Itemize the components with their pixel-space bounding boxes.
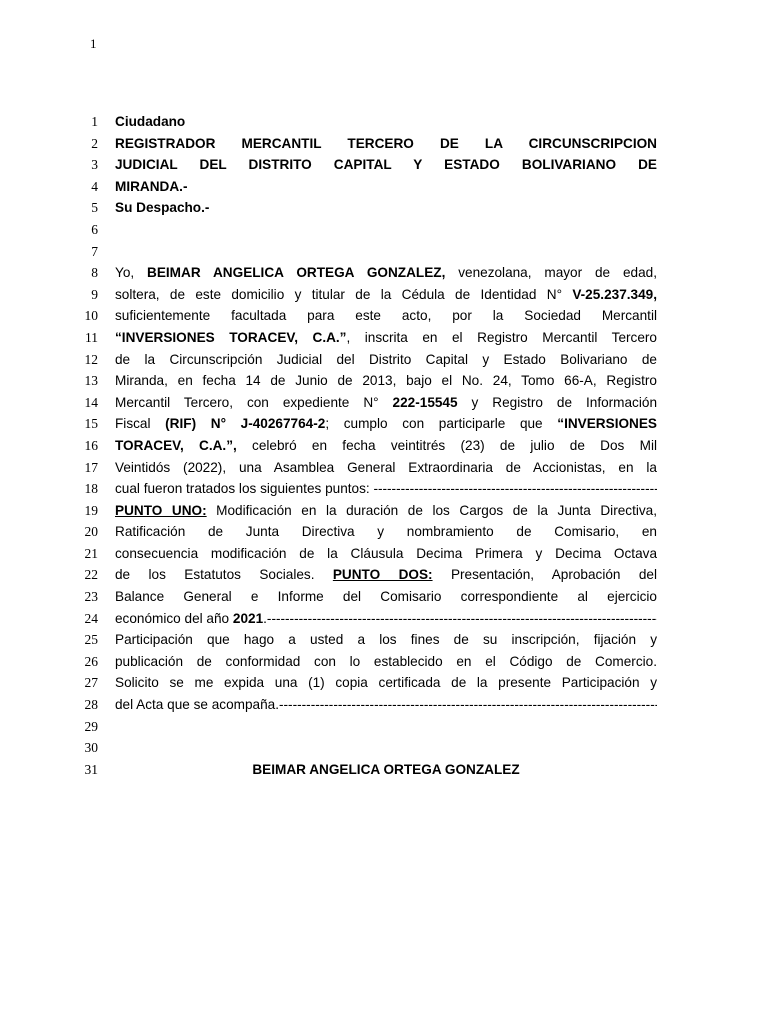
- line-number: 14: [84, 394, 98, 410]
- document-line: [0, 197, 768, 219]
- line-number: 25: [84, 632, 98, 648]
- document-line: [0, 349, 768, 371]
- text-run: , inscrita en el Registro Mercantil Tercero: [346, 329, 657, 345]
- line-text: [115, 327, 657, 349]
- text-run: Balance General e Informe del Comisario correspondiente al ejercicio: [115, 589, 657, 605]
- line-text: [115, 521, 657, 543]
- document-line: [0, 111, 768, 133]
- bold-text: TORACEV, C.A.”,: [115, 437, 237, 453]
- document-line: [0, 435, 768, 457]
- text-run: soltera, de este domicilio y titular de la Cédula de Identidad N°: [115, 286, 573, 302]
- line-number: 24: [84, 610, 98, 626]
- document-line: [0, 154, 768, 176]
- text-run: Fiscal: [115, 416, 166, 432]
- text-run: Yo,: [115, 265, 148, 281]
- line-text: [115, 586, 657, 608]
- line-number: 21: [84, 545, 98, 561]
- line-number: 20: [84, 524, 98, 540]
- document-line: [0, 478, 768, 500]
- document-line: [0, 133, 768, 155]
- line-text: [115, 543, 657, 565]
- line-text: [115, 133, 657, 155]
- text-run: celebró en fecha veintitrés (23) de julio de Dos Mil: [236, 437, 657, 453]
- text-run: suficientemente facultada para este acto, por la Sociedad Mercantil: [115, 308, 657, 324]
- text-run: Ratificación de Junta Directiva y nombramiento de Comisario, en: [115, 524, 657, 540]
- document-line: [0, 219, 768, 241]
- document-line: [0, 716, 768, 738]
- line-text: [115, 154, 657, 176]
- line-number: 30: [84, 740, 98, 756]
- document-line: [0, 457, 768, 479]
- document-line: [0, 737, 768, 759]
- bold-text: MIRANDA.-: [115, 178, 188, 194]
- bold-text: BEIMAR ANGELICA ORTEGA GONZALEZ,: [147, 265, 446, 281]
- line-number: 28: [84, 697, 98, 713]
- document-line: [0, 521, 768, 543]
- line-number: 27: [84, 675, 98, 691]
- document-body: [0, 111, 768, 780]
- bold-text: REGISTRADOR MERCANTIL TERCERO DE LA CIRCUNSCRIPCION: [115, 135, 657, 151]
- line-text: [115, 694, 657, 716]
- text-run: Miranda, en fecha 14 de Junio de 2013, bajo el No. 24, Tomo 66-A, Registro: [115, 373, 657, 389]
- page-number: 1: [90, 36, 97, 51]
- line-number: 16: [84, 437, 98, 453]
- line-text: [115, 176, 657, 198]
- text-run: de los Estatutos Sociales.: [115, 567, 333, 583]
- document-line: [0, 629, 768, 651]
- document-line: [0, 284, 768, 306]
- text-run: Solicito se me expida una (1) copia certificada de la presente Participación y: [115, 675, 657, 691]
- document-line: [0, 500, 768, 522]
- document-line: [0, 241, 768, 263]
- text-run: del Acta que se acompaña.: [115, 697, 279, 713]
- bold-text: PUNTO DOS:: [332, 567, 433, 583]
- line-number: 12: [84, 351, 98, 367]
- line-number: 29: [84, 718, 98, 734]
- document-line: [0, 305, 768, 327]
- line-number: 19: [84, 502, 98, 518]
- line-text: [115, 629, 657, 651]
- document-line: [0, 672, 768, 694]
- line-text: [115, 478, 657, 500]
- text-run: ; cumplo con participarle que: [325, 416, 558, 432]
- line-number: 22: [84, 567, 98, 583]
- line-text: [115, 457, 657, 479]
- line-number: 10: [84, 308, 98, 324]
- bold-text: 222-15545: [392, 394, 458, 410]
- line-number: 2: [91, 135, 98, 151]
- document-line: [0, 694, 768, 716]
- bold-text: BEIMAR ANGELICA ORTEGA GONZALEZ: [252, 761, 520, 777]
- text-run: Modificación en la duración de los Cargos de la Junta Directiva,: [206, 502, 657, 518]
- text-run: y Registro de Información: [457, 394, 657, 410]
- line-number: 13: [84, 373, 98, 389]
- line-text: [115, 392, 657, 414]
- line-number: 23: [84, 589, 98, 605]
- line-number: 5: [91, 200, 98, 216]
- bold-text: JUDICIAL DEL DISTRITO CAPITAL Y ESTADO BOLIVARIANO DE: [115, 157, 657, 173]
- line-text: [115, 435, 657, 457]
- line-number: 3: [91, 157, 98, 173]
- line-number: 8: [91, 265, 98, 281]
- text-run: Presentación, Aprobación del: [432, 567, 657, 583]
- bold-text: Su Despacho.-: [115, 200, 210, 216]
- bold-text: PUNTO UNO:: [115, 502, 207, 518]
- document-line: [0, 392, 768, 414]
- line-number: 6: [91, 221, 98, 237]
- text-run: Veintidós (2022), una Asamblea General Extraordinaria de Accionistas, en la: [115, 459, 657, 475]
- line-number: 4: [91, 178, 98, 194]
- line-text: [115, 759, 657, 781]
- document-line: [0, 759, 768, 781]
- bold-text: (RIF) N° J-40267764-2: [165, 416, 326, 432]
- line-number: 11: [85, 329, 98, 345]
- document-line: [0, 327, 768, 349]
- document-line: [0, 413, 768, 435]
- document-line: [0, 651, 768, 673]
- text-run: de la Circunscripción Judicial del Distrito Capital y Estado Bolivariano de: [115, 351, 657, 367]
- line-number: 7: [91, 243, 98, 259]
- document-line: [0, 586, 768, 608]
- bold-text: “INVERSIONES TORACEV, C.A.”: [115, 329, 347, 345]
- text-run: consecuencia modificación de la Cláusula Decima Primera y Decima Octava: [115, 545, 657, 561]
- line-text: [115, 651, 657, 673]
- line-number: 1: [91, 114, 98, 129]
- text-run: .: [263, 610, 267, 626]
- line-text: [115, 284, 657, 306]
- line-text: [115, 197, 657, 219]
- line-text: [115, 672, 657, 694]
- document-line: [0, 262, 768, 284]
- bold-text: “INVERSIONES: [557, 416, 657, 432]
- line-text: [115, 370, 657, 392]
- line-number: 26: [84, 653, 98, 669]
- line-text: [115, 349, 657, 371]
- line-text: [115, 500, 657, 522]
- document-line: [0, 543, 768, 565]
- text-run: publicación de conformidad con lo establecido en el Código de Comercio.: [115, 653, 657, 669]
- bold-text: V-25.237.349,: [572, 286, 657, 302]
- line-number: 9: [91, 286, 98, 302]
- line-text: [115, 564, 657, 586]
- document-line: [0, 564, 768, 586]
- bold-text: 2021: [232, 610, 264, 626]
- line-number: 31: [84, 761, 98, 777]
- bold-text: Ciudadano: [115, 114, 186, 129]
- line-text: [115, 608, 657, 630]
- document-line: [0, 370, 768, 392]
- text-run: Mercantil Tercero, con expediente N°: [115, 394, 393, 410]
- document-line: [0, 608, 768, 630]
- line-text: [115, 305, 657, 327]
- text-run: venezolana, mayor de edad,: [445, 265, 657, 281]
- line-number: 18: [84, 481, 98, 497]
- line-text: [115, 262, 657, 284]
- line-text: [115, 413, 657, 435]
- line-number: 15: [84, 416, 98, 432]
- line-number: 17: [84, 459, 98, 475]
- text-run: económico del año: [115, 610, 233, 626]
- text-run: cual fueron tratados los siguientes puntos:: [115, 481, 374, 497]
- line-text: [115, 111, 657, 133]
- document-line: [0, 176, 768, 198]
- text-run: Participación que hago a usted a los fines de su inscripción, fijación y: [115, 632, 657, 648]
